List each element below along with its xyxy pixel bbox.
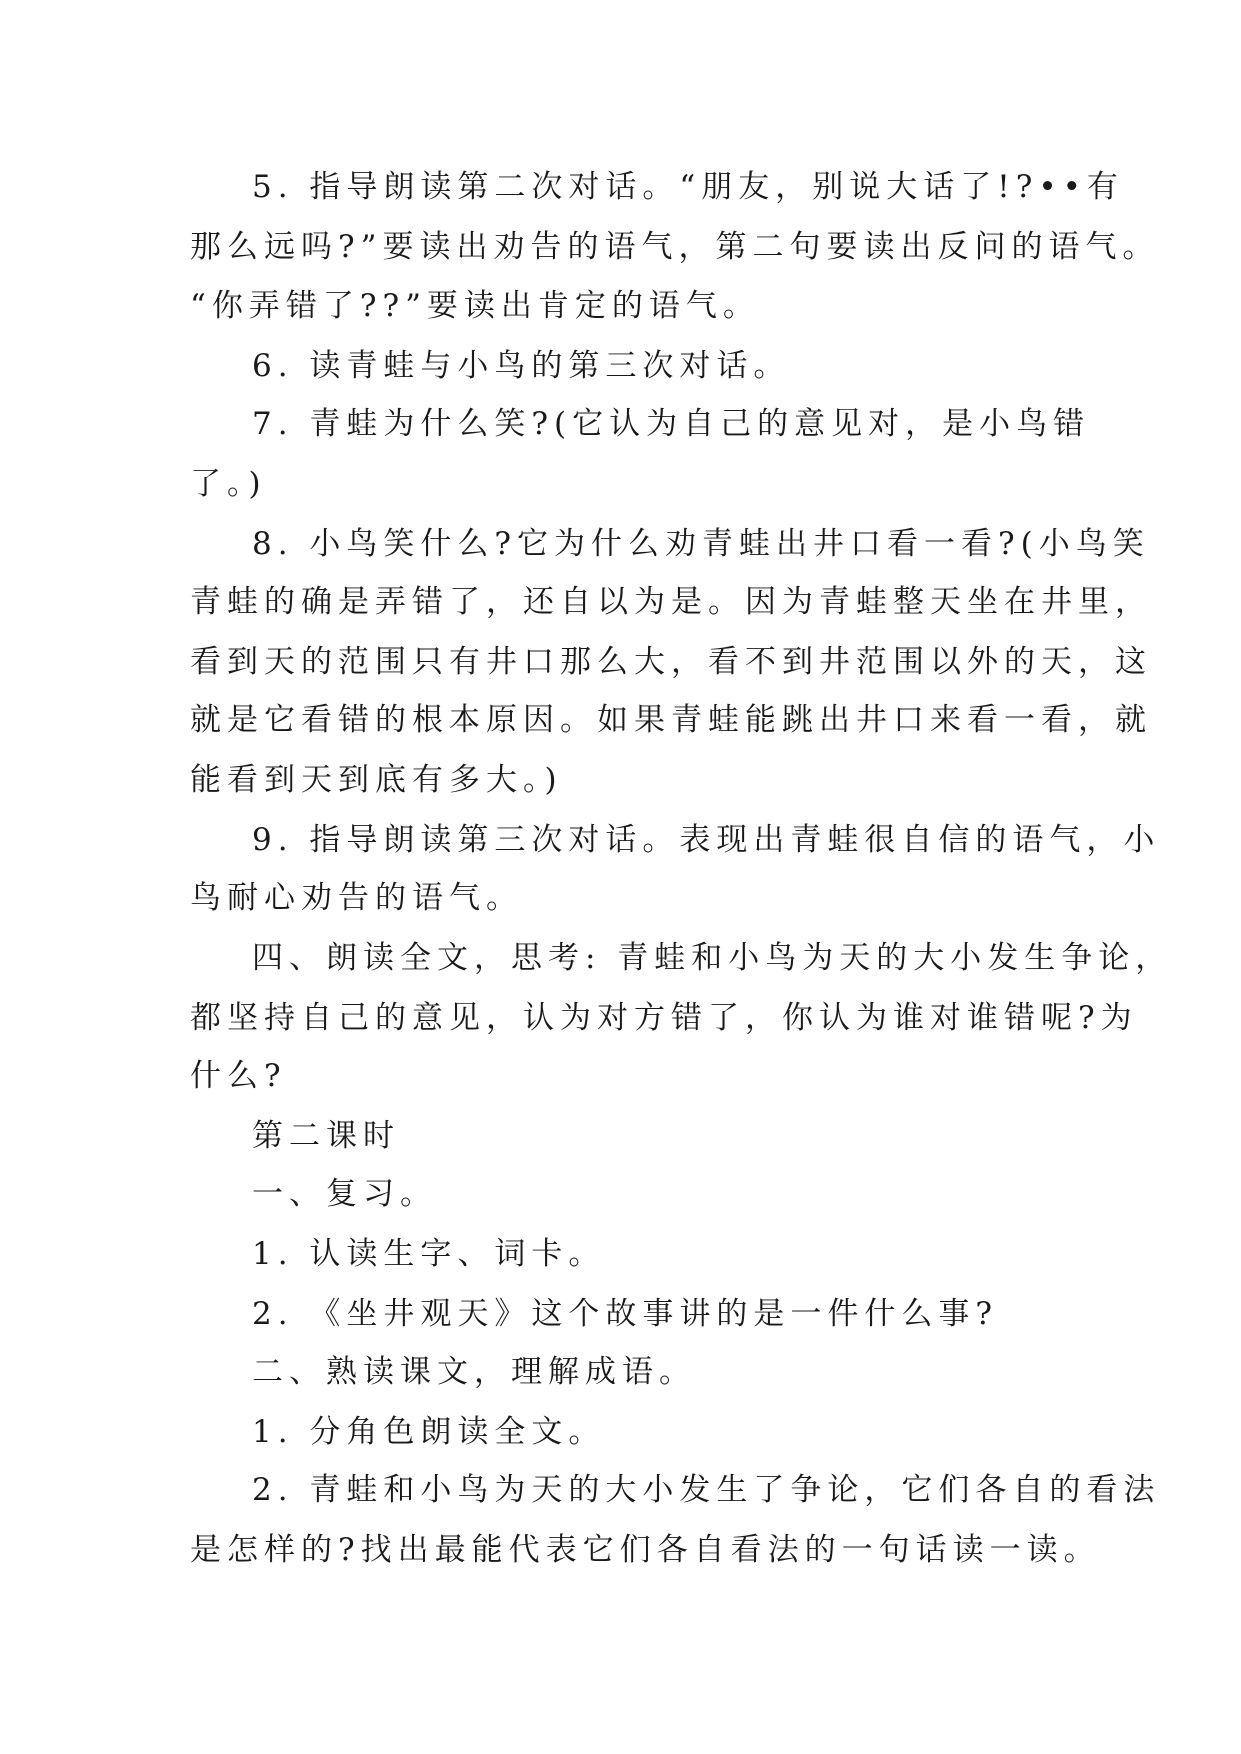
section-heading: 第二课时 bbox=[252, 1118, 400, 1154]
text-line: 2. 《坐井观天》这个故事讲的是一件什么事? bbox=[252, 1296, 999, 1332]
text-line: 2. 青蛙和小鸟为天的大小发生了争论，它们各自的看法 bbox=[252, 1472, 1161, 1508]
text-line: 鸟耐心劝告的语气。 bbox=[190, 880, 523, 916]
text-line: 什么? bbox=[190, 1058, 287, 1094]
text-line: 青蛙的确是弄错了，还自以为是。因为青蛙整天坐在井里， bbox=[190, 584, 1152, 620]
text-line: 5. 指导朗读第二次对话。“朋友，别说大话了!?••有 bbox=[252, 169, 1124, 205]
text-line: 了。) bbox=[190, 466, 267, 502]
text-line: 四、朗读全文，思考: 青蛙和小鸟为天的大小发生争论， bbox=[252, 940, 1173, 976]
text-line: 是怎样的?找出最能代表它们各自看法的一句话读一读。 bbox=[190, 1532, 1101, 1568]
text-line: 那么远吗?”要读出劝告的语气，第二句要读出反问的语气。 bbox=[190, 229, 1160, 265]
text-line: 1. 分角色朗读全文。 bbox=[252, 1414, 606, 1450]
text-line: “你弄错了??”要读出肯定的语气。 bbox=[190, 288, 760, 324]
text-line: 一、复习。 bbox=[252, 1176, 437, 1212]
text-line: 8. 小鸟笑什么?它为什么劝青蛙出井口看一看?(小鸟笑 bbox=[252, 526, 1150, 562]
text-line: 7. 青蛙为什么笑?(它认为自己的意见对，是小鸟错 bbox=[252, 406, 1091, 442]
text-line: 都坚持自己的意见，认为对方错了，你认为谁对谁错呢?为 bbox=[190, 1000, 1138, 1036]
text-line: 6. 读青蛙与小鸟的第三次对话。 bbox=[252, 348, 791, 384]
text-line: 能看到天到底有多大。) bbox=[190, 762, 563, 798]
text-line: 1. 认读生字、词卡。 bbox=[252, 1236, 606, 1272]
text-line: 看到天的范围只有井口那么大，看不到井范围以外的天，这 bbox=[190, 644, 1152, 680]
text-line: 就是它看错的根本原因。如果青蛙能跳出井口来看一看，就 bbox=[190, 702, 1152, 738]
text-line: 9. 指导朗读第三次对话。表现出青蛙很自信的语气，小 bbox=[252, 822, 1161, 858]
text-line: 二、熟读课文，理解成语。 bbox=[252, 1354, 696, 1390]
